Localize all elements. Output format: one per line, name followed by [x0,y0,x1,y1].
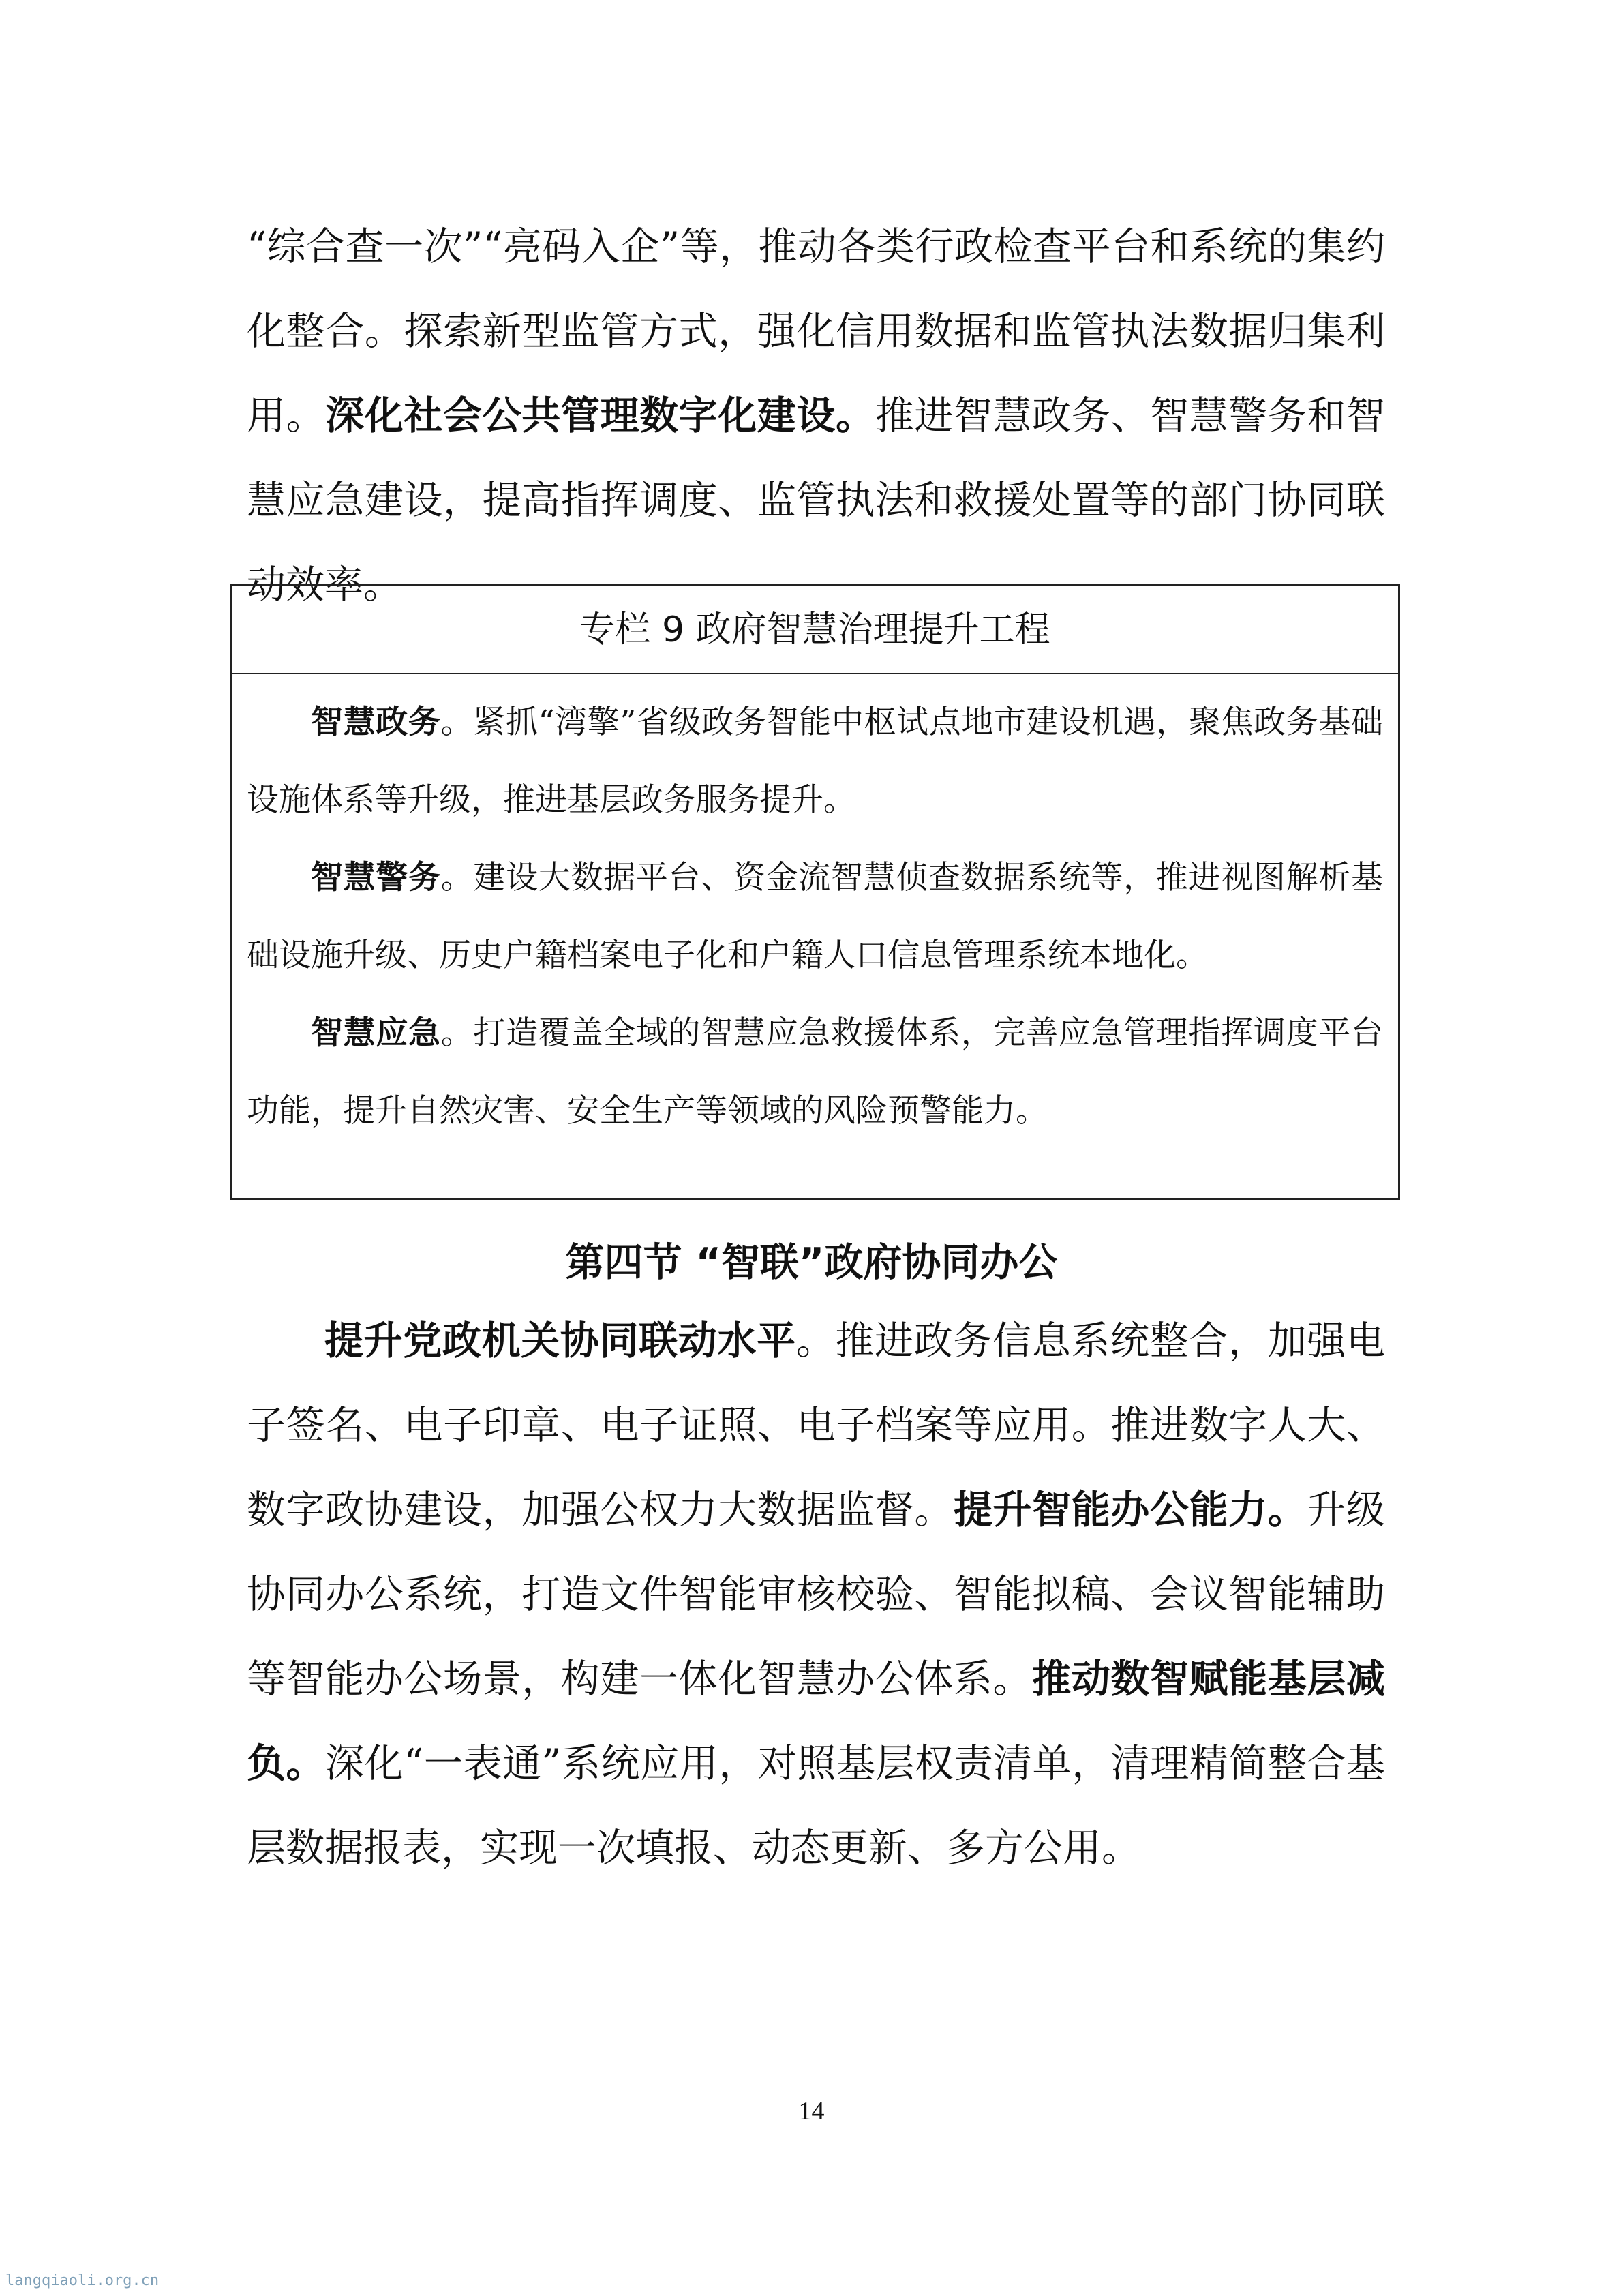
watermark: langqiaoli.org.cn [5,2272,160,2289]
para2-bold-run: 提升党政机关协同联动水平 [324,1318,796,1363]
para2-bold-run: 提升智能办公能力。 [953,1487,1307,1532]
para2-run: 。推进政务信息系统整合，加强电子签名、电子印章、电子证照、电子档案等应用。推进数字人大、数字政协建设，加强公权力大数据监督。 [247,1318,1386,1532]
para2-run: 深化“一表通”系统应用，对照基层权责清单，清理精简整合基层数据报表，实现一次填报、动态更新、多方公用。 [247,1741,1386,1871]
box-item-lead: 智慧政务 [311,704,441,741]
page-number: 14 [798,2097,825,2126]
body-paragraph-2 [247,1299,1385,1890]
box-body [232,674,1398,1150]
para2-bold-run: 推动数智赋能基层减负。 [247,1657,1386,1786]
section-heading: 第四节 “智联”政府协同办公 [565,1240,1058,1285]
box-item-lead: 智慧警务 [311,859,441,896]
para1-run: “综合查一次”“亮码入企”等，推动各类行政检查平台和系统的集约化整合。探索新型监管方式，强化信用数据和监管执法数据归集利用。 [247,224,1385,438]
box-item-text: 。紧抓“湾擎”省级政务智能中枢试点地市建设机遇，聚焦政务基础设施体系等升级，推进基层政务服务提升。 [247,704,1384,819]
para2-run: 升级协同办公系统，打造文件智能审核校验、智能拟稿、会议智能辅助等智能办公场景，构建一体化智慧办公体系。 [247,1487,1386,1702]
para1-bold-run: 深化社会公共管理数字化建设。 [325,393,875,438]
body-paragraph-1 [247,205,1385,627]
box-item [247,995,1383,1150]
box-title: 专栏 9 政府智慧治理提升工程 [232,586,1398,674]
sidebar-box [230,584,1400,1200]
box-item-lead: 智慧应急 [311,1014,441,1052]
box-item [247,839,1383,995]
box-item [247,684,1383,839]
box-item-text: 。打造覆盖全域的智慧应急救援体系，完善应急管理指挥调度平台功能，提升自然灾害、安全生产等领域的风险预警能力。 [247,1014,1383,1130]
para1-run: 推进智慧政务、智慧警务和智慧应急建设，提高指挥调度、监管执法和救援处置等的部门协同联动效率。 [247,393,1386,607]
box-item-text: 。建设大数据平台、资金流智慧侦查数据系统等，推进视图解析基础设施升级、历史户籍档案电子化和户籍人口信息管理系统本地化。 [247,859,1383,974]
